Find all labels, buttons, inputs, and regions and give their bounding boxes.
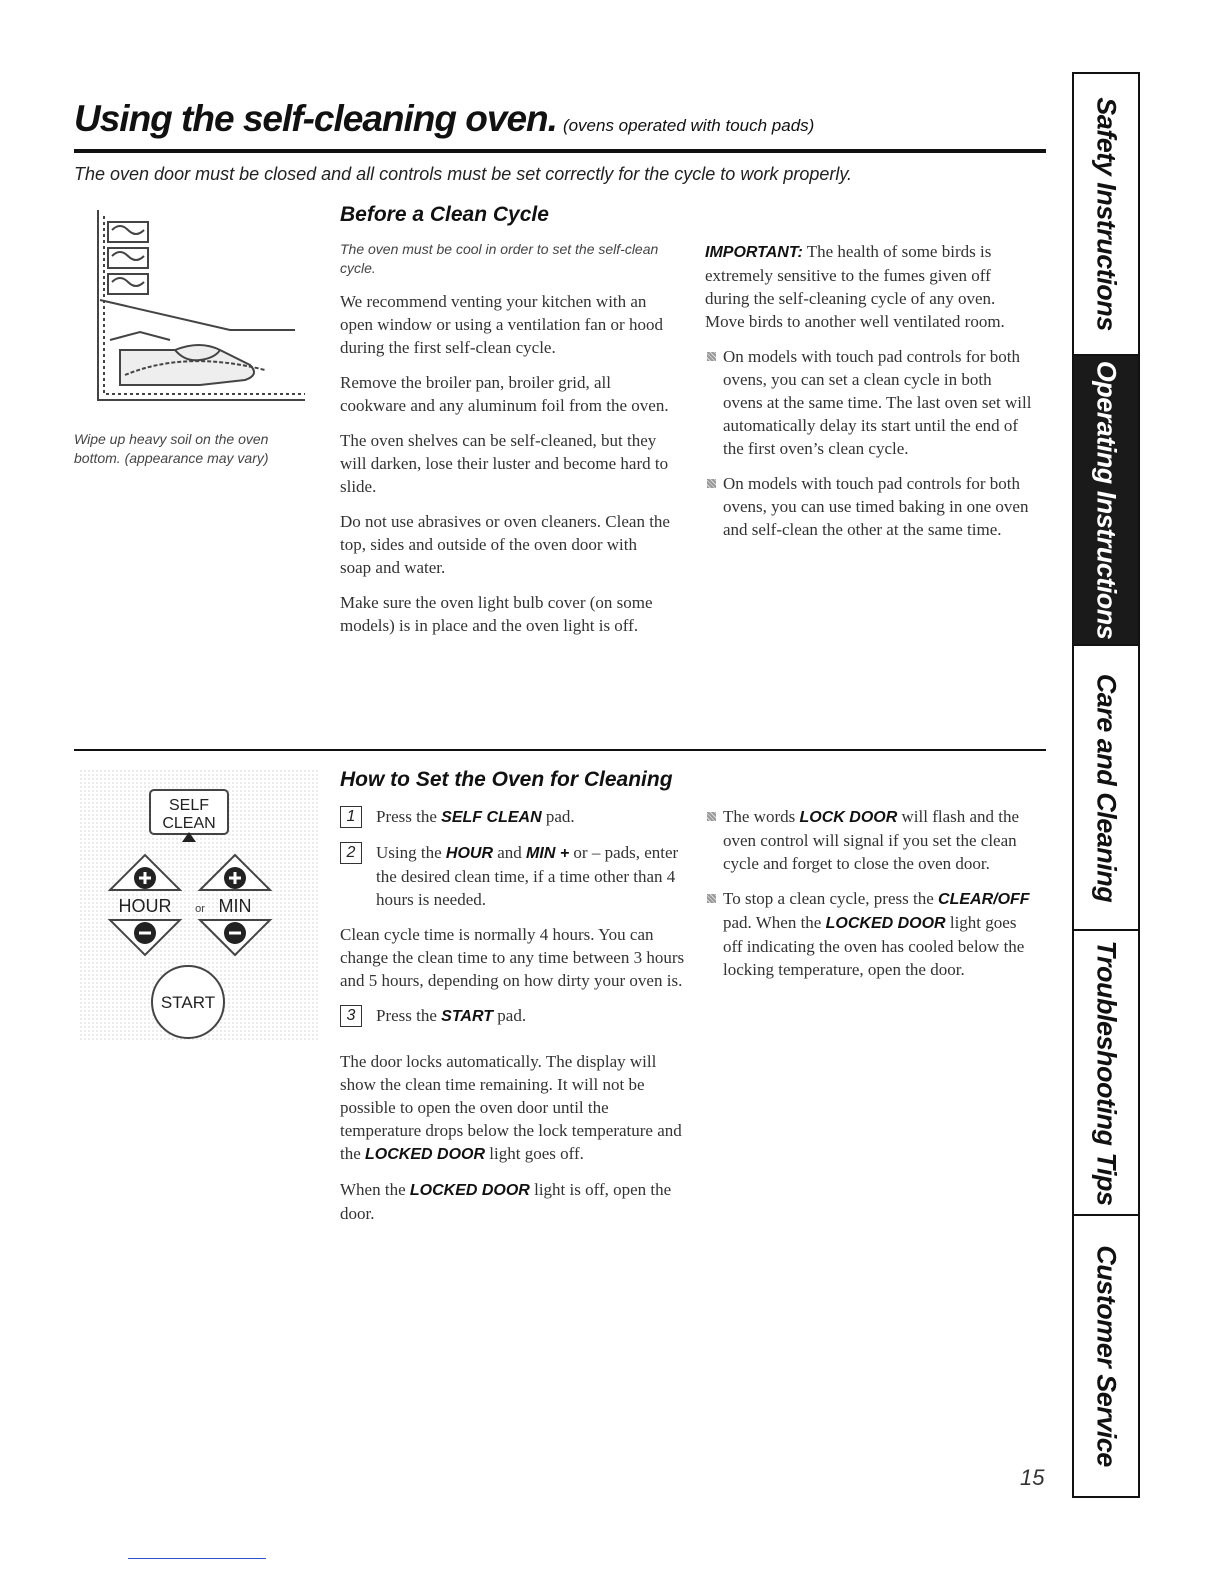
hour-label: HOUR [118, 896, 172, 916]
paragraph-text: light goes off. [489, 1144, 584, 1163]
keyword: LOCKED DOOR [409, 1182, 530, 1199]
list-item: On models with touch pad controls for both ovens, you can set a clean cycle in both ovens at the same time. The last oven set will automatically delay its start until the end of the first oven’s clean cycle. [705, 345, 1035, 460]
paragraph: The oven shelves can be self-cleaned, but they will darken, lose their luster and become hard to slide. [340, 431, 669, 496]
step-number: 3 [340, 1005, 362, 1027]
step-number: 1 [340, 806, 362, 828]
paragraph-text: When the [340, 1180, 406, 1199]
footer-line [128, 1558, 266, 1559]
step-text: Press the [376, 1006, 437, 1025]
step-number: 2 [340, 842, 362, 864]
section-rule [74, 749, 1046, 751]
paragraph: Clean cycle time is normally 4 hours. You can change the clean time to any time between 3 hours and 5 hours, depending on how dirty your oven is. [340, 925, 685, 990]
bullet-text: To stop a clean cycle, press the [723, 889, 934, 908]
keyword: LOCKED DOOR [365, 1146, 486, 1163]
tab-label: Customer Service [1091, 1245, 1122, 1467]
step-text: pad. [497, 1006, 527, 1025]
page-title [74, 98, 814, 140]
bullet-text: The words [723, 807, 796, 826]
before-clean-heading: Before a Clean Cycle [340, 203, 549, 226]
list-item [705, 805, 1035, 875]
tab-label: Troubleshooting Tips [1091, 940, 1122, 1205]
important-text: The health of some birds is extremely sensitive to the fumes given off during the self-cleaning cycle of any oven. Move birds to another well ventilated room. [705, 242, 1005, 331]
bullet-text: pad. When the [723, 913, 822, 932]
step-3 [340, 1004, 685, 1028]
step-text: and [497, 843, 522, 862]
important-note [705, 240, 1035, 333]
tab-safety-instructions[interactable] [1074, 74, 1138, 356]
title-subtitle: (ovens operated with touch pads) [562, 116, 815, 135]
step-text: or – pads, enter the desired clean time, if a time other than 4 hours is needed. [376, 843, 679, 909]
paragraph [340, 1178, 685, 1225]
keyword: CLEAR/OFF [938, 891, 1030, 908]
list-item: On models with touch pad controls for both ovens, you can use timed baking in one oven and self-clean the other at the same time. [705, 472, 1035, 541]
paragraph-text: The door locks automatically. The display will show the clean time remaining. It will not be possible to open the oven door until the temperature drops below the lock temperature and the [340, 1052, 682, 1163]
self-label: SELF [168, 797, 210, 814]
list-item [705, 887, 1035, 981]
cool-note: The oven must be cool in order to set the self-clean cycle. [340, 241, 659, 276]
title-rule [74, 149, 1046, 153]
paragraph: We recommend venting your kitchen with an open window or using a ventilation fan or hood during the first self-clean cycle. [340, 292, 663, 357]
keyword: MIN + [526, 845, 570, 862]
important-label: IMPORTANT: [705, 244, 803, 261]
oven-wipe-illustration [80, 200, 310, 420]
tab-troubleshooting-tips[interactable] [1074, 931, 1138, 1216]
paragraph-text: light is off, open the door. [340, 1180, 672, 1223]
step-2 [340, 841, 685, 911]
before-clean-column [340, 240, 670, 649]
clean-label: CLEAN [162, 815, 216, 832]
start-label: START [160, 993, 216, 1012]
control-panel-illustration [80, 770, 320, 1050]
title-main: Using the self-cleaning oven. [74, 98, 557, 139]
step-text: Press the [376, 807, 437, 826]
intro-text: The oven door must be closed and all controls must be set correctly for the cycle to work properly. [74, 164, 853, 184]
paragraph: Make sure the oven light bulb cover (on some models) is in place and the oven light is off. [340, 593, 653, 635]
step-1 [340, 805, 685, 829]
keyword: HOUR [445, 845, 493, 862]
paragraph: Remove the broiler pan, broiler grid, all cookware and any aluminum foil from the oven. [340, 373, 669, 415]
bullet-text: light goes off indicating the oven has cooled below the locking temperature, open the door. [723, 913, 1025, 979]
section-tabs [1072, 72, 1140, 1498]
min-label: MIN [218, 896, 252, 916]
tab-care-and-cleaning[interactable] [1074, 646, 1138, 931]
paragraph [340, 1050, 685, 1166]
step-text: Using the [376, 843, 442, 862]
tab-label: Safety Instructions [1091, 97, 1122, 331]
keyword: LOCK DOOR [799, 809, 898, 826]
important-column [705, 240, 1035, 553]
tab-label: Operating Instructions [1091, 360, 1122, 640]
paragraph: Do not use abrasives or oven cleaners. Clean the top, sides and outside of the oven door with soap and water. [340, 512, 670, 577]
figure-caption: Wipe up heavy soil on the oven bottom. (appearance may vary) [74, 431, 269, 466]
keyword: SELF CLEAN [441, 809, 542, 826]
or-label: or [195, 903, 205, 915]
keyword: START [441, 1008, 494, 1025]
bullet-text: will flash and the oven control will signal if you set the clean cycle and forget to close the oven door. [723, 807, 1020, 873]
how-to-heading: How to Set the Oven for Cleaning [340, 768, 673, 791]
step-text: pad. [545, 807, 575, 826]
how-to-column [340, 805, 685, 1237]
how-to-notes-column [705, 805, 1035, 993]
tab-label: Care and Cleaning [1091, 673, 1122, 902]
page-number: 15 [1020, 1465, 1045, 1490]
tab-customer-service[interactable] [1074, 1216, 1138, 1496]
keyword: LOCKED DOOR [825, 915, 946, 932]
tab-operating-instructions[interactable] [1074, 356, 1138, 646]
